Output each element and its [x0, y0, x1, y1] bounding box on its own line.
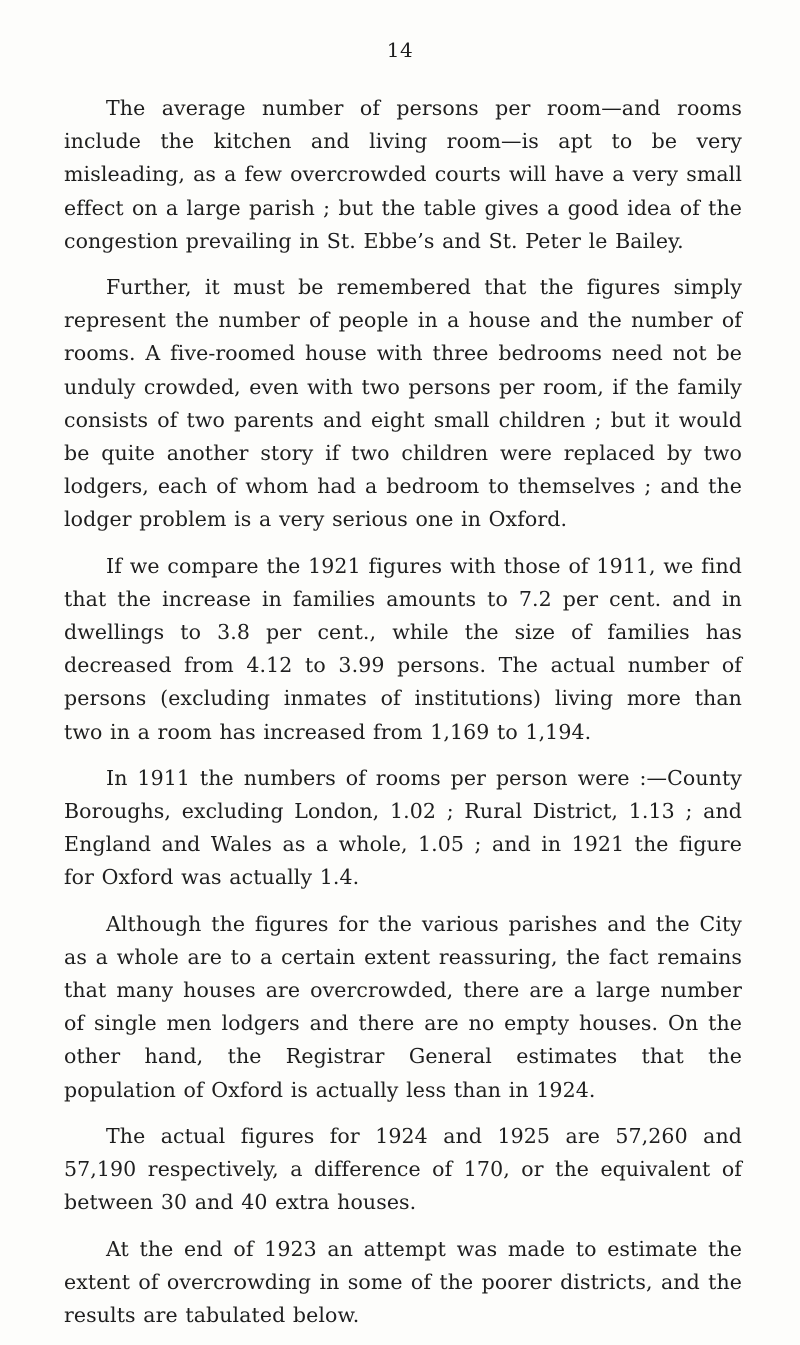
paragraph-rooms-per-person: In 1911 the numbers of rooms per person were :—County Boroughs, excluding London, 1.02 ; Rural District, 1.13 ; and England and Wales as a whole, 1.05 ; and in 1921 the figure for Oxford was actually 1.4.	[64, 765, 742, 890]
paragraph-overcrowding: Although the figures for the various parishes and the City as a whole are to a certain extent reassuring, the fact remains that many houses are overcrowded, there are a large number of single men lodgers and there are no empty houses. On the other hand, the Registrar General estimates that the population of Oxford is actually less than in 1924.	[64, 911, 742, 1102]
paragraph-1921-comparison: If we compare the 1921 figures with those of 1911, we find that the increase in families amounts to 7.2 per cent. and in dwellings to 3.8 per cent., while the size of families has decreased from 4.12 to 3.99 persons. The actual number of persons (excluding inmates of institutions) living more than two in a room has increased from 1,169 to 1,194.	[64, 553, 742, 744]
body-text	[64, 92, 742, 1345]
paragraph-figures-caveat: Further, it must be remembered that the figures simply represent the number of people in a house and the number of rooms. A five-roomed house with three bedrooms need not be unduly crowded, even with two persons per room, if the family consists of two parents and eight small children ; but it would be quite another story if two children were replaced by two lodgers, each of whom had a bedroom to themselves ; and the lodger problem is a very serious one in Oxford.	[64, 275, 742, 532]
page-number: 14	[386, 38, 414, 62]
paragraph-average-persons: The average number of persons per room—and rooms include the kitchen and living room—is apt to be very misleading, as a few overcrowded courts will have a very small effect on a large parish ; but the table gives a good idea of the congestion prevailing in St. Ebbe’s and St. Peter le Bailey.	[64, 96, 742, 253]
paragraph-1923-estimate: At the end of 1923 an attempt was made to estimate the extent of overcrowding in some of the poorer districts, and the results are tabulated below.	[64, 1236, 742, 1327]
paragraph-population-figures: The actual figures for 1924 and 1925 are 57,260 and 57,190 respectively, a difference of 170, or the equivalent of between 30 and 40 extra houses.	[64, 1123, 742, 1215]
